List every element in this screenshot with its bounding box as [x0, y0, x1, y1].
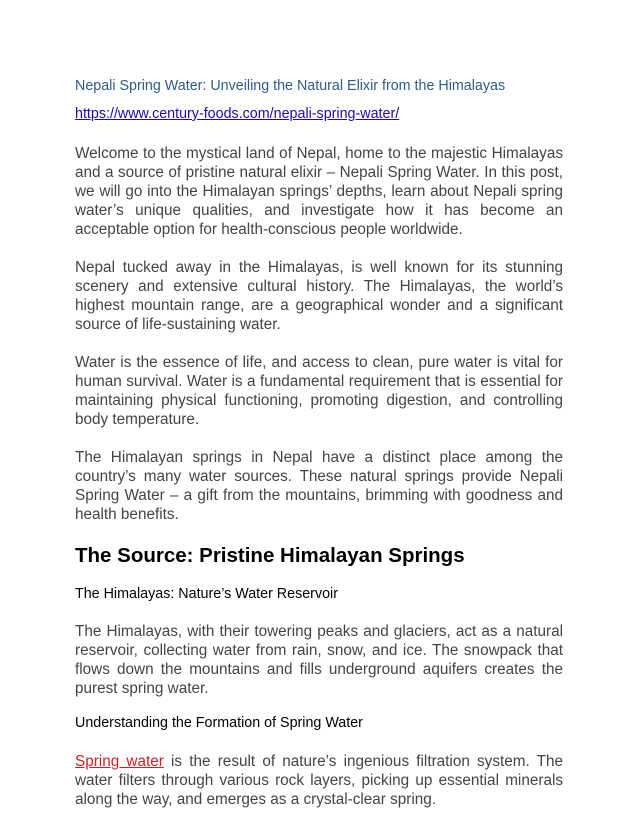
intro-paragraph: Welcome to the mystical land of Nepal, home to the majestic Himalayas and a source of pristine natural elixir – Nepali Spring Water. In this post, we will go into the Himalayan springs’ depths, learn about Nepali spring water’s unique qualities, and investigate how it has become an acceptable option for health-conscious people worldwide.	[75, 145, 563, 238]
section-heading: The Source: Pristine Himalayan Springs	[75, 544, 465, 567]
intro-paragraph: Nepal tucked away in the Himalayas, is well known for its stunning scenery and extensive cultural history. The Himalayas, the world’s highest mountain range, are a geographical wonder and a significant source of life-sustaining water.	[75, 259, 563, 333]
paragraph-text: is the result of nature’s ingenious filtration system. The water filters through various rock layers, picking up essential minerals along the way, and emerges as a crystal-clear spring.	[75, 753, 564, 808]
source-url-link[interactable]: https://www.century-foods.com/nepali-spring-water/	[75, 106, 400, 122]
intro-paragraph: The Himalayan springs in Nepal have a distinct place among the country’s many water sources. These natural springs provide Nepali Spring Water – a gift from the mountains, brimming with goodness and health benefits.	[75, 449, 563, 523]
spring-water-link[interactable]: Spring water	[75, 753, 164, 770]
subsection-heading: The Himalayas: Nature’s Water Reservoir	[75, 586, 338, 602]
document-title: Nepali Spring Water: Unveiling the Natural Elixir from the Himalayas	[75, 78, 506, 94]
subsection-paragraph	[75, 752, 563, 809]
subsection-heading: Understanding the Formation of Spring Water	[75, 715, 363, 731]
subsection-paragraph: The Himalayas, with their towering peaks and glaciers, act as a natural reservoir, collecting water from rain, snow, and ice. The snowpack that flows down the mountains and fills underground aquifers creates the purest spring water.	[75, 623, 563, 697]
intro-paragraph: Water is the essence of life, and access to clean, pure water is vital for human survival. Water is a fundamental requirement that is essential for maintaining physical functioning, promoting digestion, and controlling body temperature.	[75, 354, 563, 428]
